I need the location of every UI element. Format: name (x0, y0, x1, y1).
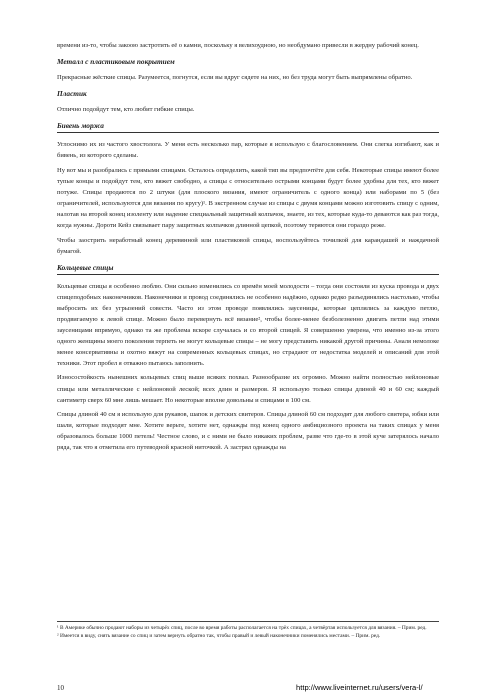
paragraph: Ну вот мы и разобрались с прямыми спицами. Осталось определить, какой тип вы предпочтёте для себя. Некоторые спицы имеют более тупые концы и подойдут тем, кто вяжет свободно, а спицы с относительно острыми концами будут более удобны для тех, кто вяжет потуже. Спицы продаются по 2 штуки (для плоского вязания, имеют ограничитель с одного конца) или наборами по 5 (без ограничителей, используются для вязания по кругу)¹. В экстренном случае из спицы с двумя концами можно изготовить спицу с одним, налотав на второй конец изоленту или надение специальный защитный колпачок, знаете, из тех, которые куда-то деваются как раз тогда, когда нужны. Дороти Кейз связывает пару защитных колпачков длинной цепкой, поэтому теряются они гораздо реже. (57, 166, 439, 229)
paragraph: Чтобы заострить неработный конец деревянной или пластиковой спицы, воспользуйтесь точилкой для карандашей и наждачной бумагой. (57, 236, 439, 255)
page-number: 10 (57, 684, 64, 692)
paragraph: Отлично подойдут тем, кто любит гибкие спицы. (57, 106, 195, 114)
paragraph: Спицы длиной 40 см я использую для рукавов, шапок и детских свитеров. Спицы длиной 60 см подходят для любого свитера, юбки или шали, которые подходят мне. Хотите верьте, хотите нет, однажды под конец одного амбициозного проекта на таких спицах у меня образовалось больше 1000 петель! Честное слово, и с ними не было никаких проблем, разве что где-то в этой куче затерялось начало ряда, так что я отметила его путеводной красной ниточкой. А застрял однажды на (57, 411, 439, 452)
watermark-url: http://www.liveinternet.ru/users/vera-l/ (296, 683, 423, 692)
paragraph: Прекрасные жёсткие спицы. Разумеется, погнутся, если вы вдруг сядете на них, но без труда могут быть выпрямлены обратно. (57, 74, 413, 82)
paragraph: Износостойкость нынешних кольцевых спиц выше всяких похвал. Разнообразие их огромно. Можно найти полностью нейлоновые спицы или металлические с нейлоновой леской; всех длин и размеров. Я использую только спицы длиной 40 и 60 см; каждый сантиметр сверх 60 мне лишь мешает. Но некоторые вполне довольны и спицами в 100 см. (57, 374, 439, 404)
footnotes (57, 621, 439, 642)
paragraph: Кольцевые спицы я особенно люблю. Они сильно изменились со времён моей молодости – тогда они состояли из куска провода и двух спицеподобных наконечников. Наконечники и провод соединялись не особенно надёжно, однако редко разъединялись настолько, чтобы выбросить их без угрызений совести. Часто из этом проводе появлялись заусеницы, которые цеплялись за каждую петлю, продвигаемую к левой спице. Можно было перевернуть всё вязание², чтобы более-менее безболезненно двигать петли над этими заусеницами впрямую, однако та же проблема вскоре случалась и со второй спицей. Я совершенно уверена, что именно из-за этого одного женщины моего поколения терпеть не могут кольцевые спицы – не могу представить никакой другой причины. Аналя немолоке менее консервативны и охотно вяжут на современных кольцевых спицах, но страдают от недостатка моделей и описаний для этой техники. Этот пробел я отважно пытаюсь заполнить. (57, 282, 439, 367)
section-heading: Металл с пластиковым покрытием (57, 57, 175, 67)
footnote: ¹ В Америке обычно продают наборы из четырёх спиц, после во время работы располагается на трёх спицах, а четвёртая используется для вязания. – Прим. ред. (57, 625, 427, 631)
paragraph: Углоснимо их из частого хвостолога. У меня есть несколько пар, которые я использую с благословением. Они слегка изгибают, как и бивень, из которого сделаны. (57, 141, 439, 160)
section-heading: Пластик (57, 89, 87, 99)
section-heading: Кольцевые спицы (57, 263, 439, 275)
section-heading: Бивень моржа (57, 121, 439, 133)
paragraph: времени из-то, чтобы закоою застротить её о камни, поскольку я велихоудною, но необдумано привесли в жердну рабочий конец. (57, 42, 419, 49)
main-text (57, 40, 439, 457)
footnote: ² Имеется в виду, снять вязание со спиц и затем вернуть обратно так, чтобы правый и левый наконечники поменялись местами. – Прим. ред. (57, 633, 381, 640)
